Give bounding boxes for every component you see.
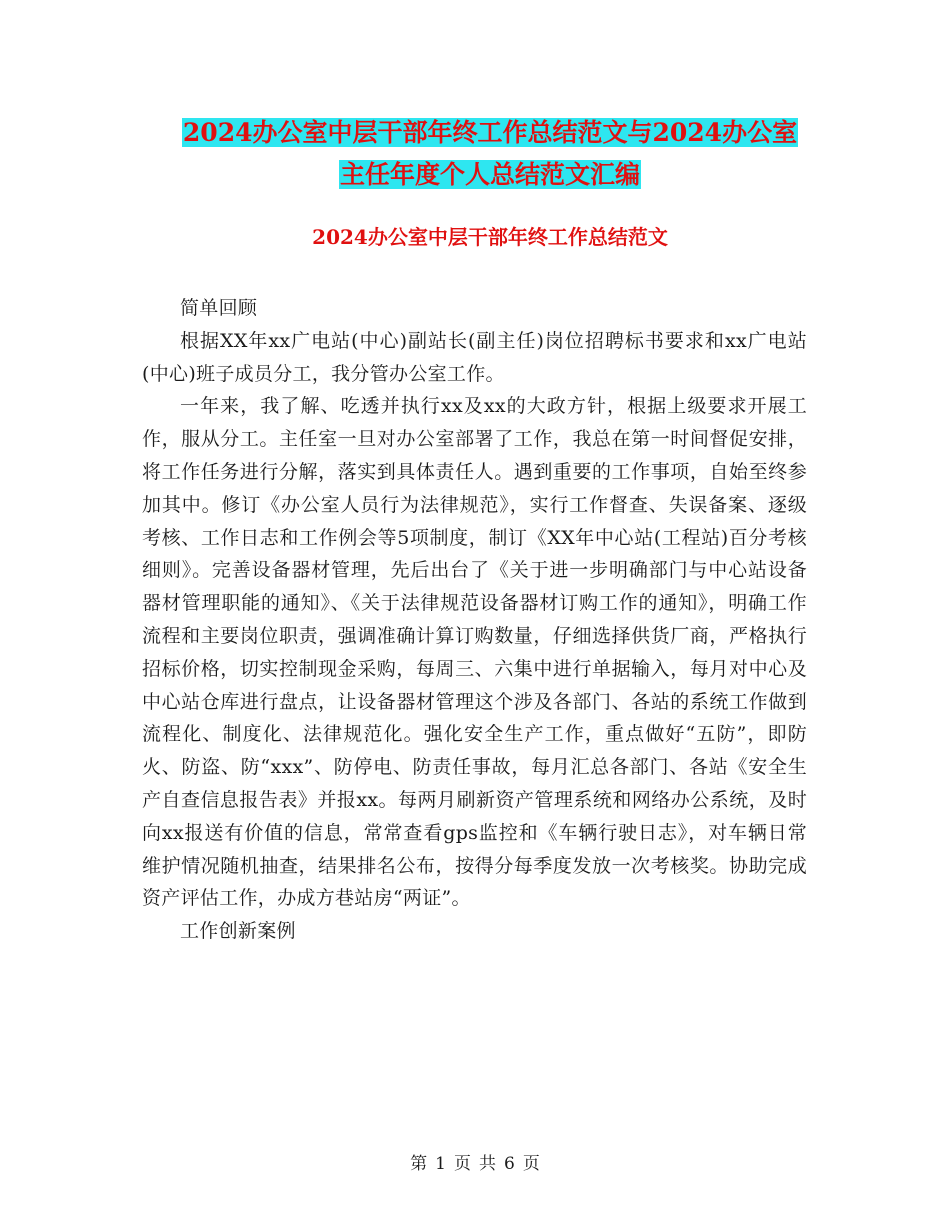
paragraph: 根据XX年xx广电站(中心)副站长(副主任)岗位招聘标书要求和xx广电站(中心)班子成员分工，我分管办公室工作。 <box>142 329 807 385</box>
paragraph-heading-innovation: 工作创新案例 <box>180 920 296 943</box>
paragraph: 一年来，我了解、吃透并执行xx及xx的大政方针，根据上级要求开展工作，服从分工。主任室一旦对办公室部署了工作，我总在第一时间督促安排，将工作任务进行分解，落实到具体责任人。遇到重要的工作事项，自始至终参加其中。修订《办公室人员行为法律规范》，实行工作督查、失误备案、逐级考核、工作日志和工作例会等5项制度，制订《XX年中心站(工程站)百分考核细则》。完善设备器材管理，先后出台了《关于进一步明确部门与中心站设备器材管理职能的通知》、《关于法律规范设备器材订购工作的通知》，明确工作流程和主要岗位职责，强调准确计算订购数量，仔细选择供货厂商，严格执行招标价格，切实控制现金采购，每周三、六集中进行单据输入，每月对中心及中心站仓库进行盘点，让设备器材管理这个涉及各部门、各站的系统工作做到流程化、制度化、法律规范化。强化安全生产工作，重点做好“五防”，即防火、防盗、防“xxx”、防停电、防责任事故，每月汇总各部门、各站《安全生产自查信息报告表》并报xx。每两月刷新资产管理系统和网络办公系统，及时向xx报送有价值的信息，常常查看gps监控和《车辆行驶日志》，对车辆日常维护情况随机抽查，结果排名公布，按得分每季度发放一次考核奖。协助完成资产评估工作，办成方巷站房“两证”。 <box>142 395 807 910</box>
page-footer <box>0 1152 950 1176</box>
footer-total-pages: 6 <box>504 1154 515 1174</box>
footer-total-suffix: 页 <box>522 1154 540 1174</box>
footer-page-number: 1 <box>435 1154 446 1174</box>
paragraph-heading-review: 简单回顾 <box>180 297 258 319</box>
document-title <box>140 112 840 196</box>
section-title: 2024办公室中层干部年终工作总结范文 <box>312 225 668 249</box>
footer-page-mid: 页 <box>454 1154 471 1174</box>
footer-total-prefix: 共 <box>479 1154 496 1174</box>
document-body <box>142 292 807 948</box>
document-title-line2: 主任年度个人总结范文汇编 <box>339 160 640 189</box>
document-title-line1: 2024办公室中层干部年终工作总结范文与2024办公室 <box>182 118 798 147</box>
footer-page-prefix: 第 <box>410 1154 428 1174</box>
